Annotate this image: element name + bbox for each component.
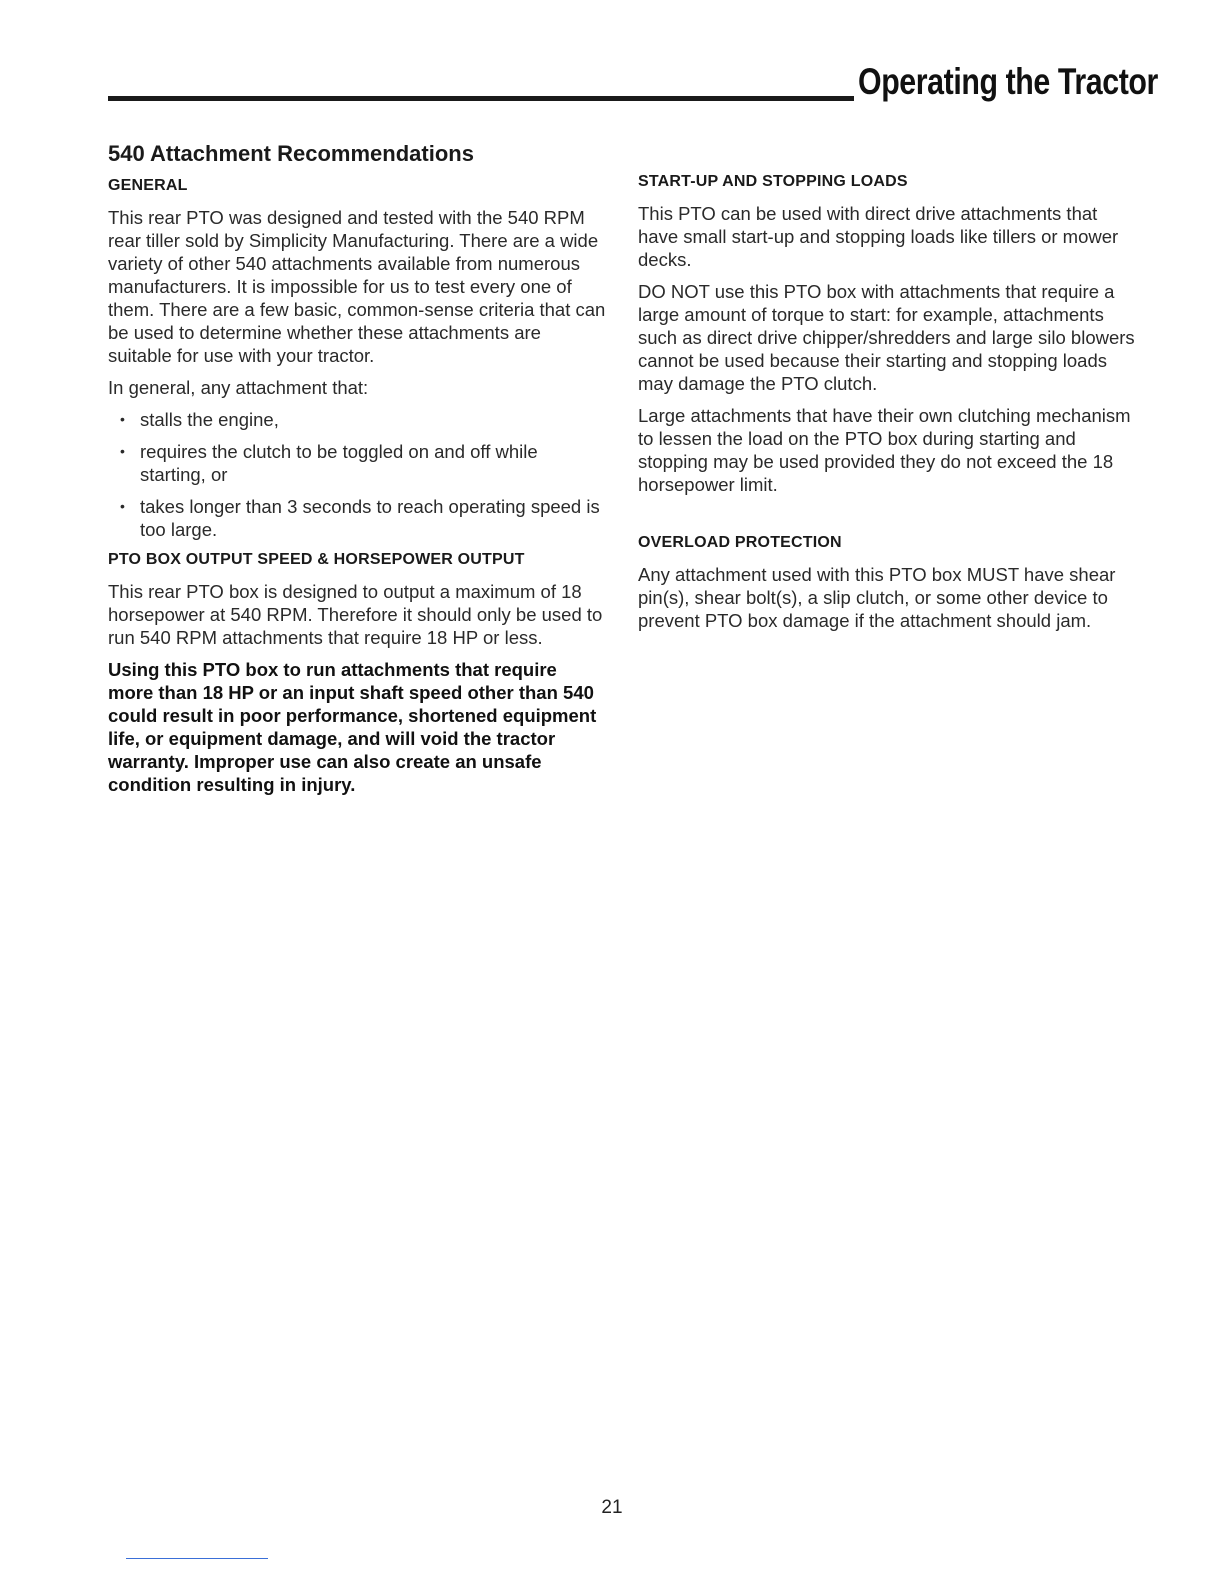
criteria-list: [108, 408, 606, 541]
list-item: [108, 495, 606, 541]
section-title: 540 Attachment Recommendations: [108, 141, 474, 166]
list-item: [108, 440, 606, 486]
header-rule: [108, 96, 854, 101]
list-item-text: takes longer than 3 seconds to reach operating speed is too large.: [140, 496, 600, 540]
footer-line: [126, 1558, 268, 1559]
output-heading: PTO BOX OUTPUT SPEED & HORSEPOWER OUTPUT: [108, 551, 525, 568]
list-item-text: requires the clutch to be toggled on and off while starting, or: [140, 441, 538, 485]
startup-paragraph-2: DO NOT use this PTO box with attachments that require a large amount of torque to start: for example, attachments such as direct drive chipper/shredders and large silo blowers cannot be used because their starting and stopping loads may damage the PTO clutch.: [638, 281, 1135, 394]
intro-text: In general, any attachment that:: [108, 377, 369, 398]
right-column: [638, 172, 1138, 641]
startup-paragraph-3: Large attachments that have their own clutching mechanism to lessen the load on the PTO box during starting and stopping may be used provided they do not exceed the 18 horsepower limit.: [638, 405, 1131, 495]
warning-text: Using this PTO box to run attachments that require more than 18 HP or an input shaft speed other than 540 could result in poor performance, shortened equipment life, or equipment damage, and will void the tractor warranty. Improper use can also create an unsafe condition resulting in injury.: [108, 659, 597, 795]
startup-paragraph-1: This PTO can be used with direct drive attachments that have small start-up and stopping loads like tillers or mower decks.: [638, 203, 1119, 270]
general-paragraph: This rear PTO was designed and tested with the 540 RPM rear tiller sold by Simplicity Manufacturing. There are a wide variety of other 540 attachments available from numerous manufacturers. It is impossible for us to test every one of them. There are a few basic, common-sense criteria that can be used to determine whether these attachments are suitable for use with your tractor.: [108, 207, 606, 366]
bullet-icon: •: [120, 411, 125, 427]
overload-heading: OVERLOAD PROTECTION: [638, 534, 842, 551]
page-number: 21: [601, 1497, 623, 1518]
bullet-icon: •: [120, 443, 125, 459]
left-column: [108, 140, 606, 796]
list-item-text: stalls the engine,: [140, 409, 279, 430]
overload-paragraph: Any attachment used with this PTO box MUST have shear pin(s), shear bolt(s), a slip clutch, or some other device to prevent PTO box damage if the attachment should jam.: [638, 564, 1116, 631]
bullet-icon: •: [120, 498, 125, 514]
page-header-title: Operating the Tractor: [858, 61, 1158, 102]
startup-heading: START-UP AND STOPPING LOADS: [638, 173, 908, 190]
output-paragraph: This rear PTO box is designed to output a maximum of 18 horsepower at 540 RPM. Therefore it should only be used to run 540 RPM attachments that require 18 HP or less.: [108, 581, 603, 648]
list-item: [108, 408, 606, 431]
section-spacer: [638, 505, 1138, 533]
general-heading: GENERAL: [108, 177, 188, 194]
